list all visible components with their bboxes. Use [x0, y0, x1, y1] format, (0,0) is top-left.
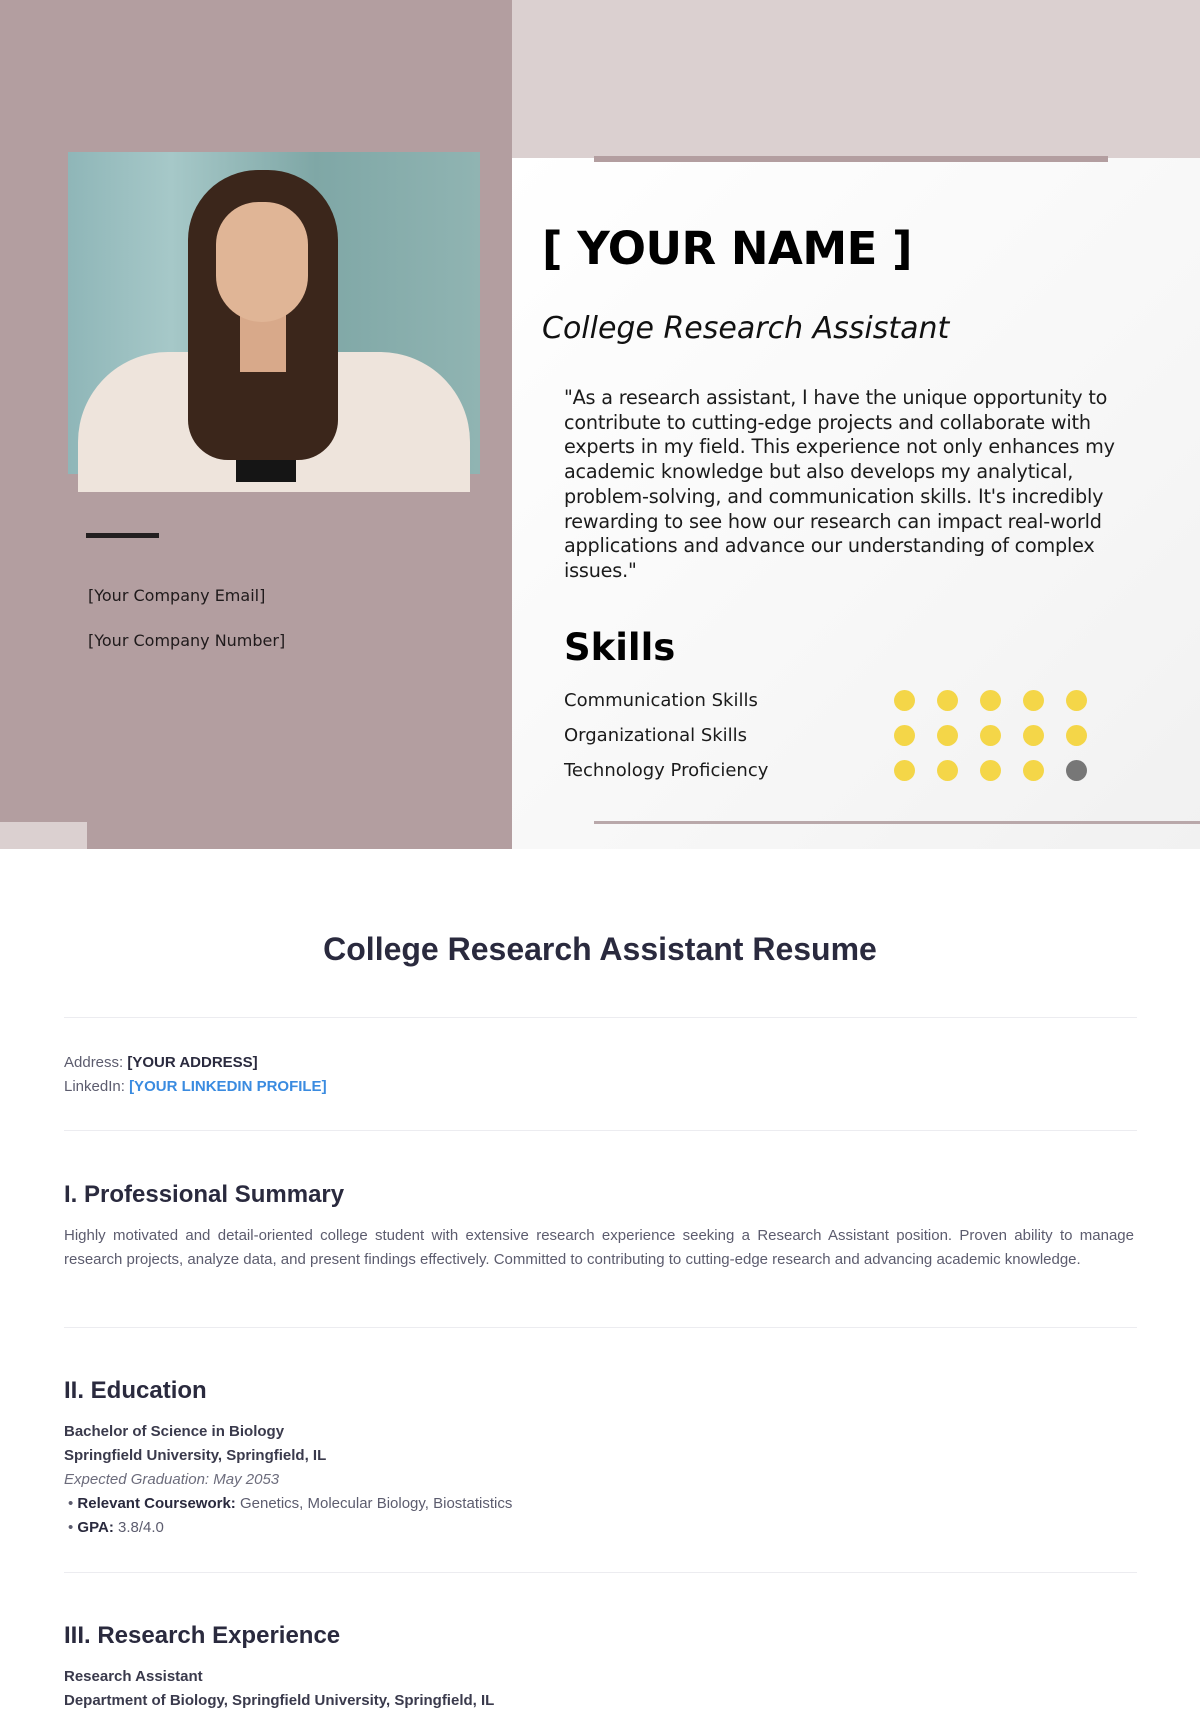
- coursework-value: Genetics, Molecular Biology, Biostatistics: [239, 1495, 513, 1512]
- linkedin-line: [64, 1078, 327, 1095]
- profile-role: College Research Assistant: [542, 311, 950, 346]
- rating-dot-filled-icon: [980, 760, 1001, 781]
- top-decorative-band: [512, 0, 1200, 158]
- divider: [64, 1572, 1137, 1573]
- rating-dot-filled-icon: [1066, 725, 1087, 746]
- gpa-bullet: • GPA: 3.8/4.0: [68, 1519, 164, 1536]
- bottom-divider: [594, 821, 1200, 824]
- summary-text: Highly motivated and detail-oriented college student with extensive research experience seeking a Research Assistant position. Proven ability to manage research projects, analyze data, and present findings effectively. Committed to contributing to cutting-edge research and advancing academic knowledge.: [64, 1227, 1134, 1268]
- top-divider: [594, 156, 1108, 162]
- rating-dot-filled-icon: [937, 690, 958, 711]
- education-degree: Bachelor of Science in Biology: [64, 1423, 285, 1440]
- address-label: Address:: [64, 1054, 124, 1071]
- section-heading-summary: I. Professional Summary: [64, 1181, 345, 1208]
- research-department: Department of Biology, Springfield University, Springfield, IL: [64, 1692, 495, 1709]
- gpa-value: 3.8/4.0: [117, 1519, 164, 1536]
- rating-dot-filled-icon: [1023, 760, 1044, 781]
- profile-quote: "As a research assistant, I have the unique opportunity to contribute to cutting-edge projects and collaborate with experts in my field. This experience not only enhances my academic knowledge but also develops my analytical, problem-solving, and communication skills. It's incredibly rewarding to see how our research can impact real-world applications and advance our understanding of complex issues.": [564, 386, 1115, 582]
- profile-name: [ YOUR NAME ]: [542, 222, 913, 275]
- linkedin-link[interactable]: [YOUR LINKEDIN PROFILE]: [129, 1078, 327, 1095]
- document-title: College Research Assistant Resume: [323, 931, 877, 967]
- gpa-label: GPA:: [77, 1519, 114, 1536]
- rating-dot-filled-icon: [980, 690, 1001, 711]
- coursework-label: Relevant Coursework:: [77, 1495, 236, 1512]
- skill-rating: [894, 690, 1087, 711]
- linkedin-label: LinkedIn:: [64, 1078, 125, 1095]
- section-heading-research: III. Research Experience: [64, 1622, 341, 1649]
- address-line: [64, 1054, 258, 1071]
- skill-label: Technology Proficiency: [564, 760, 769, 781]
- skill-label: Organizational Skills: [564, 725, 748, 746]
- address-value: [YOUR ADDRESS]: [127, 1054, 258, 1071]
- rating-dot-empty-icon: [1066, 760, 1087, 781]
- skill-rating: [894, 760, 1087, 781]
- skill-row: [564, 725, 1164, 755]
- accent-dash: [86, 533, 159, 538]
- rating-dot-filled-icon: [894, 725, 915, 746]
- rating-dot-filled-icon: [980, 725, 1001, 746]
- rating-dot-filled-icon: [1066, 690, 1087, 711]
- decorative-corner-block: [0, 822, 87, 849]
- divider: [64, 1017, 1137, 1018]
- rating-dot-filled-icon: [894, 760, 915, 781]
- skill-row: [564, 690, 1164, 720]
- education-graduation: Expected Graduation: May 2053: [64, 1471, 280, 1488]
- skills-heading: Skills: [564, 626, 676, 669]
- rating-dot-filled-icon: [937, 760, 958, 781]
- profile-photo: [68, 152, 480, 474]
- contact-phone: [Your Company Number]: [88, 631, 286, 650]
- divider: [64, 1130, 1137, 1131]
- divider: [64, 1327, 1137, 1328]
- rating-dot-filled-icon: [894, 690, 915, 711]
- contact-email: [Your Company Email]: [88, 586, 266, 605]
- resume-hero-card: [0, 0, 1200, 849]
- skill-rating: [894, 725, 1087, 746]
- rating-dot-filled-icon: [1023, 690, 1044, 711]
- section-heading-education: II. Education: [64, 1377, 207, 1404]
- coursework-bullet: • Relevant Coursework: Genetics, Molecular Biology, Biostatistics: [68, 1495, 513, 1512]
- skill-row: [564, 760, 1164, 790]
- rating-dot-filled-icon: [937, 725, 958, 746]
- education-school: Springfield University, Springfield, IL: [64, 1447, 327, 1464]
- rating-dot-filled-icon: [1023, 725, 1044, 746]
- research-position: Research Assistant: [64, 1668, 203, 1685]
- skill-label: Communication Skills: [564, 690, 758, 711]
